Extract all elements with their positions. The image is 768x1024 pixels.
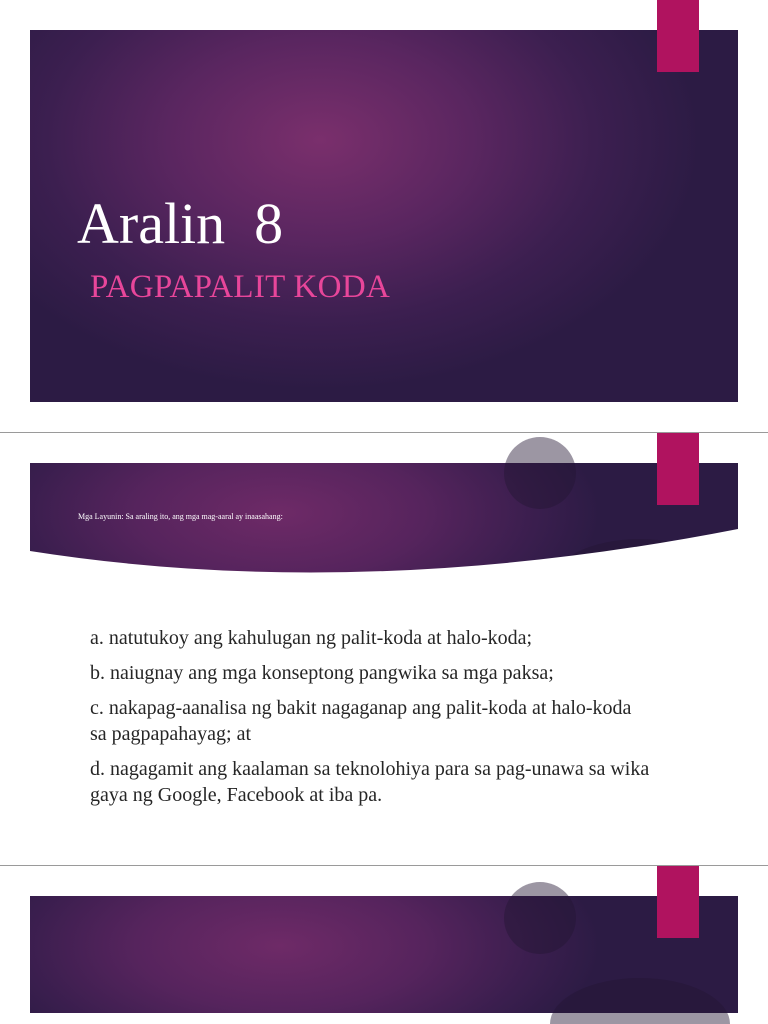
decor-circle bbox=[504, 437, 576, 509]
list-item: a. natutukoy ang kahulugan ng palit-koda at halo-koda; bbox=[90, 627, 533, 649]
decor-circle bbox=[550, 978, 730, 1024]
accent-tab bbox=[657, 866, 699, 938]
banner-wave bbox=[30, 529, 738, 593]
decor-circle bbox=[504, 882, 576, 954]
slide-2 bbox=[0, 433, 768, 865]
accent-tab bbox=[657, 433, 699, 505]
slide-title: Aralin 8 bbox=[77, 191, 284, 256]
slide-1 bbox=[0, 0, 768, 432]
accent-tab bbox=[657, 0, 699, 72]
objectives-list bbox=[90, 625, 650, 817]
banner-decoration bbox=[0, 866, 768, 1024]
slide-subtitle: PAGPAPALIT KODA bbox=[90, 269, 391, 305]
slide-3 bbox=[0, 866, 768, 1024]
list-item: c. nakapag-aanalisa ng bakit nagaganap ang palit-koda at halo-koda sa pagpapahayag; at bbox=[90, 697, 632, 745]
objectives-heading: Mga Layunin: Sa araling ito, ang mga mag-aaral ay inaasahang: bbox=[78, 512, 283, 521]
list-item: d. nagagamit ang kaalaman sa teknolohiya para sa pag-unawa sa wika gaya ng Google, Facebook at iba pa. bbox=[90, 758, 650, 806]
list-item: b. naiugnay ang mga konseptong pangwika sa mga paksa; bbox=[90, 662, 554, 684]
